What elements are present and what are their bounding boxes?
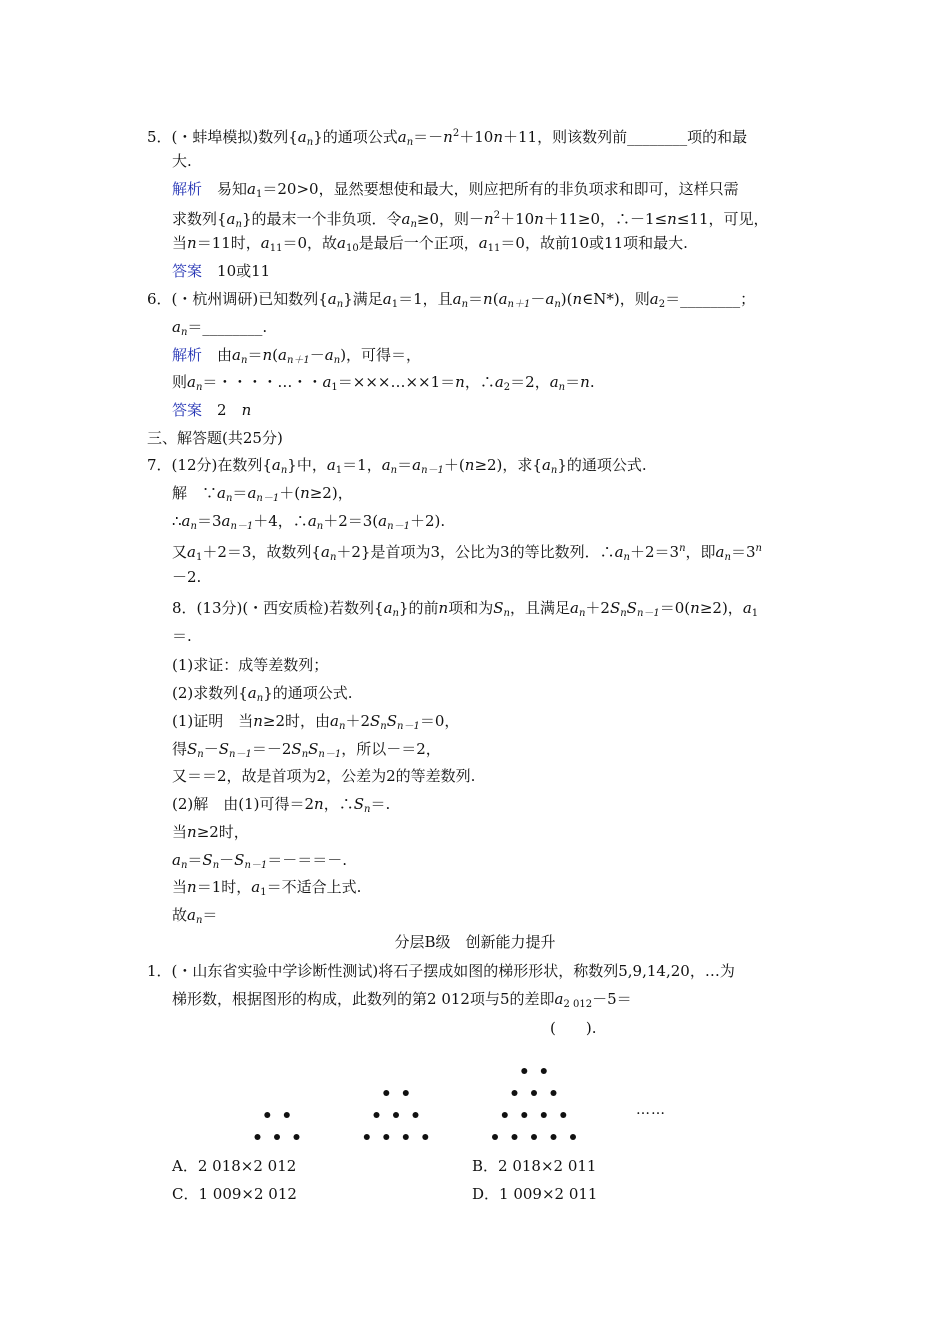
stone-dot: [570, 1134, 576, 1140]
q8-stem-line1: 8．(13分)(・西安质检)若数列$\{a_n\}$的前n项和为$S_n$，且满足$a_n+2S_nS_{n-1}=0(n\ge 2)$，$a_1$: [172, 599, 759, 619]
stone-dot: [383, 1090, 389, 1096]
stone-dot: [393, 1112, 399, 1118]
option-b[interactable]: B．2 018×2 011: [472, 1157, 597, 1175]
q8-solution-line1: (2)解 由(1)可得＝2n，$\therefore S_n=$.: [172, 795, 391, 815]
explanation-label: 解析: [172, 180, 203, 198]
q7-stem: 7．(12分)在数列$\{a_n\}$中，$a_1=1$，$a_n=a_{n-1}+(n\ge 2)$，求$\{a_n\}$的通项公式.: [147, 456, 647, 476]
section-heading: 三、解答题(共25分): [147, 429, 283, 447]
q8-solution-line3: $a_n=S_n-S_{n-1}=-==-$.: [172, 851, 348, 871]
q7-solution-line4: －2.: [172, 568, 202, 586]
q6-stem-line1: 6．(・杭州调研)已知数列$\{a_n\}$满足$a_1=1$，且$a_n=n(a_{n+1}-a_n)(n\in N*)$，则$a_2=\_\_\_\_\_\_\_\_$；: [147, 290, 756, 310]
stone-dot: [512, 1090, 518, 1096]
stone-dot: [274, 1134, 280, 1140]
q6-explanation-line1: 解析 由$a_n=n(a_{n+1}-a_n)$，可得＝，: [172, 346, 422, 366]
stone-dot: [422, 1134, 428, 1140]
q5-stem-line2: 大.: [172, 152, 192, 170]
q8-part2: (2)求数列$\{a_n\}$的通项公式.: [172, 684, 353, 704]
stone-dot: [512, 1134, 518, 1140]
option-a[interactable]: A．2 018×2 012: [172, 1157, 297, 1175]
q8-proof-line3: 又＝＝2，故是首项为2，公差为2的等差数列.: [172, 767, 476, 785]
option-c[interactable]: C．1 009×2 012: [172, 1185, 297, 1203]
q6-stem-line2: $a_n=\_\_\_\_\_\_\_\_$.: [172, 318, 268, 338]
q6-answer: 答案 2 n: [172, 401, 252, 419]
qb1-stem-line2: 梯形数，根据图形的构成，此数列的第2 012项与5的差即$a_{2 012}-5=$: [172, 990, 632, 1010]
q5-stem-line1: 5．(・蚌埠模拟)数列$\{a_n\}$的通项公式$a_n=-n^2+10n+11$，则该数列前________项的和最: [147, 128, 748, 148]
stone-dot: [551, 1134, 557, 1140]
q5-explanation-line2: 求数列$\{a_n\}$的最末一个非负项．令$a_n\ge 0$，则$-n^2+10n+11\ge 0$，∴－1≤n≤11，可见，: [172, 210, 769, 230]
q7-solution-line1: 解 $\because a_n=a_{n-1}+(n\ge 2)$，: [172, 484, 353, 504]
stone-dot: [521, 1068, 527, 1074]
stone-dot: [403, 1090, 409, 1096]
stone-dot: [284, 1112, 290, 1118]
stone-dot: [413, 1112, 419, 1118]
q8-solution-line5: 故$a_n=$: [172, 906, 218, 926]
q8-proof-line1: (1)证明 当n≥2时，由$a_n+2S_nS_{n-1}=0$，: [172, 712, 460, 732]
qb1-answer-paren: ( ).: [550, 1019, 597, 1037]
stone-dot: [531, 1134, 537, 1140]
q5-answer: 答案 10或11: [172, 262, 271, 280]
stone-dot: [521, 1112, 527, 1118]
answer-label: 答案: [172, 262, 203, 280]
stone-dot: [551, 1090, 557, 1096]
q6-explanation-line2: 则$a_n=$・・・・…・・$a_1=\times\times\times\dots\times\times 1=n$，$\therefore a_2=2$，$a_n=n$.: [172, 373, 595, 393]
stone-dot: [403, 1134, 409, 1140]
stone-dot: [502, 1112, 508, 1118]
stone-dot: [541, 1112, 547, 1118]
stone-dot: [264, 1112, 270, 1118]
q7-solution-line3: 又$a_1+2=3$，故数列$\{a_n+2\}$是首项为3，公比为3的等比数列．$\therefore a_n+2=3^n$，即$a_n=3^n$: [172, 543, 762, 563]
qb1-stem-line1: 1．(・山东省实验中学诊断性测试)将石子摆成如图的梯形形状，称数列5,9,14,20，…为: [147, 962, 735, 980]
q7-solution-line2: $\therefore a_n=3a_{n-1}+4$，$\therefore a_n+2=3(a_{n-1}+2)$.: [172, 512, 446, 532]
q8-stem-line2: ＝.: [172, 627, 192, 645]
stone-dot: [541, 1068, 547, 1074]
stone-dot: [531, 1090, 537, 1096]
stone-dot: [560, 1112, 566, 1118]
figure-ellipsis: ……: [636, 1102, 666, 1118]
q5-explanation-line3: 当n＝11时，$a_{11}=0$，故$a_{10}$是最后一个正项，$a_{11}=0$，故前10或11项和最大.: [172, 234, 688, 254]
stone-dot: [374, 1112, 380, 1118]
stone-dot: [492, 1134, 498, 1140]
level-b-heading: 分层B级 创新能力提升: [394, 933, 556, 951]
q8-part1: (1)求证：成等差数列；: [172, 656, 329, 674]
option-d[interactable]: D．1 009×2 011: [472, 1185, 598, 1203]
q5-explanation-line1: 解析 易知$a_1=20>0$，显然要想使和最大，则应把所有的非负项求和即可，这样只需: [172, 180, 739, 200]
stone-dot: [383, 1134, 389, 1140]
explanation-label: 解析: [172, 346, 203, 364]
answer-label: 答案: [172, 401, 203, 419]
stone-dot: [294, 1134, 300, 1140]
q8-proof-line2: 得$S_n-S_{n-1}=-2S_nS_{n-1}$，所以－＝2，: [172, 740, 441, 760]
q8-solution-line2: 当n≥2时，: [172, 823, 249, 841]
q8-solution-line4: 当n＝1时，$a_1=$不适合上式.: [172, 878, 362, 898]
stone-dot: [255, 1134, 261, 1140]
stone-dot: [364, 1134, 370, 1140]
